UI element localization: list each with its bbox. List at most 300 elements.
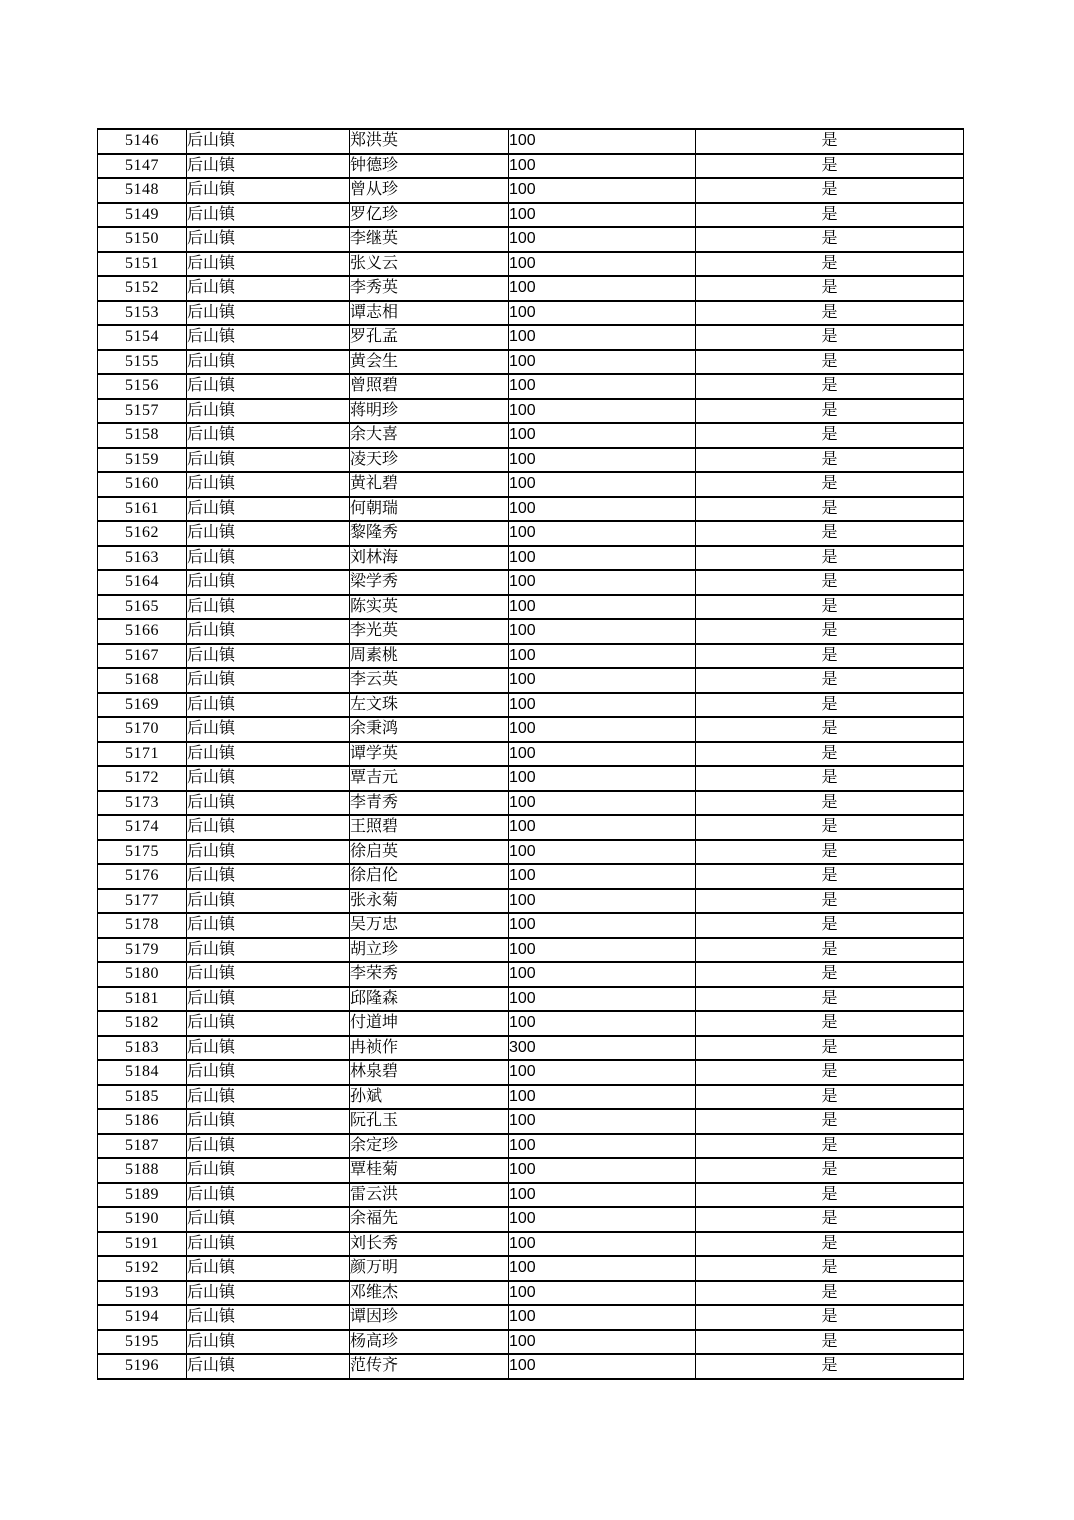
person-name-cell: 曾从珍 — [350, 178, 509, 203]
town-cell: 后山镇 — [187, 815, 350, 840]
town-cell: 后山镇 — [187, 766, 350, 791]
table-row — [98, 742, 964, 767]
confirmed-cell: 是 — [696, 1330, 964, 1355]
confirmed-cell: 是 — [696, 423, 964, 448]
table-row — [98, 1354, 964, 1379]
table-row — [98, 1305, 964, 1330]
confirmed-cell: 是 — [696, 1011, 964, 1036]
serial-number-cell: 5185 — [98, 1085, 187, 1110]
town-cell: 后山镇 — [187, 252, 350, 277]
person-name-cell: 张义云 — [350, 252, 509, 277]
amount-cell: 100 — [509, 423, 696, 448]
town-cell: 后山镇 — [187, 1207, 350, 1232]
town-cell: 后山镇 — [187, 570, 350, 595]
person-name-cell: 吴万忠 — [350, 913, 509, 938]
confirmed-cell: 是 — [696, 203, 964, 228]
table-row — [98, 1158, 964, 1183]
table-row — [98, 399, 964, 424]
table-row — [98, 301, 964, 326]
table-row — [98, 521, 964, 546]
table-row — [98, 129, 964, 154]
serial-number-cell: 5153 — [98, 301, 187, 326]
amount-cell: 100 — [509, 178, 696, 203]
confirmed-cell: 是 — [696, 570, 964, 595]
table-row — [98, 913, 964, 938]
serial-number-cell: 5193 — [98, 1281, 187, 1306]
table-row — [98, 962, 964, 987]
table-row — [98, 1060, 964, 1085]
table-row — [98, 766, 964, 791]
person-name-cell: 李继英 — [350, 227, 509, 252]
serial-number-cell: 5174 — [98, 815, 187, 840]
serial-number-cell: 5159 — [98, 448, 187, 473]
confirmed-cell: 是 — [696, 129, 964, 154]
person-name-cell: 曾照碧 — [350, 374, 509, 399]
serial-number-cell: 5157 — [98, 399, 187, 424]
serial-number-cell: 5165 — [98, 595, 187, 620]
table-row — [98, 203, 964, 228]
confirmed-cell: 是 — [696, 766, 964, 791]
town-cell: 后山镇 — [187, 840, 350, 865]
person-name-cell: 周素桃 — [350, 644, 509, 669]
confirmed-cell: 是 — [696, 840, 964, 865]
town-cell: 后山镇 — [187, 472, 350, 497]
town-cell: 后山镇 — [187, 644, 350, 669]
amount-cell: 100 — [509, 399, 696, 424]
amount-cell: 100 — [509, 227, 696, 252]
town-cell: 后山镇 — [187, 717, 350, 742]
town-cell: 后山镇 — [187, 1158, 350, 1183]
amount-cell: 100 — [509, 203, 696, 228]
amount-cell: 100 — [509, 717, 696, 742]
serial-number-cell: 5149 — [98, 203, 187, 228]
serial-number-cell: 5169 — [98, 693, 187, 718]
amount-cell: 100 — [509, 864, 696, 889]
amount-cell: 100 — [509, 1183, 696, 1208]
table-row — [98, 350, 964, 375]
amount-cell: 100 — [509, 546, 696, 571]
town-cell: 后山镇 — [187, 227, 350, 252]
table-row — [98, 595, 964, 620]
town-cell: 后山镇 — [187, 1183, 350, 1208]
person-name-cell: 谭因珍 — [350, 1305, 509, 1330]
serial-number-cell: 5173 — [98, 791, 187, 816]
table-row — [98, 276, 964, 301]
amount-cell: 100 — [509, 987, 696, 1012]
amount-cell: 100 — [509, 693, 696, 718]
confirmed-cell: 是 — [696, 227, 964, 252]
amount-cell: 100 — [509, 325, 696, 350]
town-cell: 后山镇 — [187, 350, 350, 375]
town-cell: 后山镇 — [187, 1305, 350, 1330]
person-name-cell: 黎隆秀 — [350, 521, 509, 546]
person-name-cell: 杨高珍 — [350, 1330, 509, 1355]
table-row — [98, 325, 964, 350]
person-name-cell: 雷云洪 — [350, 1183, 509, 1208]
amount-cell: 100 — [509, 766, 696, 791]
amount-cell: 100 — [509, 1060, 696, 1085]
person-name-cell: 邓维杰 — [350, 1281, 509, 1306]
town-cell: 后山镇 — [187, 1109, 350, 1134]
amount-cell: 100 — [509, 1305, 696, 1330]
table-body — [98, 129, 964, 1379]
person-name-cell: 覃桂菊 — [350, 1158, 509, 1183]
town-cell: 后山镇 — [187, 129, 350, 154]
confirmed-cell: 是 — [696, 325, 964, 350]
person-name-cell: 余秉鸿 — [350, 717, 509, 742]
confirmed-cell: 是 — [696, 913, 964, 938]
town-cell: 后山镇 — [187, 742, 350, 767]
person-name-cell: 范传齐 — [350, 1354, 509, 1379]
person-name-cell: 余大喜 — [350, 423, 509, 448]
confirmed-cell: 是 — [696, 595, 964, 620]
confirmed-cell: 是 — [696, 374, 964, 399]
town-cell: 后山镇 — [187, 1036, 350, 1061]
person-name-cell: 邱隆森 — [350, 987, 509, 1012]
person-name-cell: 谭志相 — [350, 301, 509, 326]
town-cell: 后山镇 — [187, 178, 350, 203]
serial-number-cell: 5164 — [98, 570, 187, 595]
person-name-cell: 胡立珍 — [350, 938, 509, 963]
table-row — [98, 1207, 964, 1232]
serial-number-cell: 5162 — [98, 521, 187, 546]
beneficiary-table — [97, 128, 964, 1380]
person-name-cell: 何朝瑞 — [350, 497, 509, 522]
amount-cell: 100 — [509, 644, 696, 669]
person-name-cell: 李光英 — [350, 619, 509, 644]
confirmed-cell: 是 — [696, 644, 964, 669]
serial-number-cell: 5183 — [98, 1036, 187, 1061]
table-row — [98, 1232, 964, 1257]
person-name-cell: 阮孔玉 — [350, 1109, 509, 1134]
confirmed-cell: 是 — [696, 1354, 964, 1379]
confirmed-cell: 是 — [696, 668, 964, 693]
serial-number-cell: 5177 — [98, 889, 187, 914]
confirmed-cell: 是 — [696, 350, 964, 375]
confirmed-cell: 是 — [696, 889, 964, 914]
town-cell: 后山镇 — [187, 791, 350, 816]
table-row — [98, 619, 964, 644]
confirmed-cell: 是 — [696, 938, 964, 963]
table-row — [98, 423, 964, 448]
serial-number-cell: 5189 — [98, 1183, 187, 1208]
confirmed-cell: 是 — [696, 1085, 964, 1110]
table-row — [98, 252, 964, 277]
amount-cell: 300 — [509, 1036, 696, 1061]
table-row — [98, 840, 964, 865]
serial-number-cell: 5167 — [98, 644, 187, 669]
serial-number-cell: 5151 — [98, 252, 187, 277]
confirmed-cell: 是 — [696, 301, 964, 326]
serial-number-cell: 5170 — [98, 717, 187, 742]
confirmed-cell: 是 — [696, 497, 964, 522]
town-cell: 后山镇 — [187, 203, 350, 228]
town-cell: 后山镇 — [187, 374, 350, 399]
person-name-cell: 李秀英 — [350, 276, 509, 301]
table-row — [98, 815, 964, 840]
amount-cell: 100 — [509, 742, 696, 767]
town-cell: 后山镇 — [187, 399, 350, 424]
confirmed-cell: 是 — [696, 472, 964, 497]
serial-number-cell: 5155 — [98, 350, 187, 375]
amount-cell: 100 — [509, 252, 696, 277]
amount-cell: 100 — [509, 154, 696, 179]
person-name-cell: 李青秀 — [350, 791, 509, 816]
serial-number-cell: 5150 — [98, 227, 187, 252]
amount-cell: 100 — [509, 1354, 696, 1379]
table-row — [98, 938, 964, 963]
confirmed-cell: 是 — [696, 1232, 964, 1257]
town-cell: 后山镇 — [187, 1060, 350, 1085]
amount-cell: 100 — [509, 1134, 696, 1159]
amount-cell: 100 — [509, 129, 696, 154]
serial-number-cell: 5163 — [98, 546, 187, 571]
table-row — [98, 1011, 964, 1036]
amount-cell: 100 — [509, 497, 696, 522]
town-cell: 后山镇 — [187, 1085, 350, 1110]
town-cell: 后山镇 — [187, 987, 350, 1012]
table-row — [98, 889, 964, 914]
person-name-cell: 左文珠 — [350, 693, 509, 718]
serial-number-cell: 5154 — [98, 325, 187, 350]
confirmed-cell: 是 — [696, 1158, 964, 1183]
table-row — [98, 570, 964, 595]
town-cell: 后山镇 — [187, 1256, 350, 1281]
serial-number-cell: 5156 — [98, 374, 187, 399]
table-row — [98, 1085, 964, 1110]
amount-cell: 100 — [509, 913, 696, 938]
serial-number-cell: 5194 — [98, 1305, 187, 1330]
serial-number-cell: 5161 — [98, 497, 187, 522]
table-row — [98, 1256, 964, 1281]
person-name-cell: 孙斌 — [350, 1085, 509, 1110]
amount-cell: 100 — [509, 570, 696, 595]
amount-cell: 100 — [509, 350, 696, 375]
table-row — [98, 1330, 964, 1355]
amount-cell: 100 — [509, 1281, 696, 1306]
amount-cell: 100 — [509, 840, 696, 865]
town-cell: 后山镇 — [187, 1011, 350, 1036]
serial-number-cell: 5175 — [98, 840, 187, 865]
amount-cell: 100 — [509, 1207, 696, 1232]
table-row — [98, 717, 964, 742]
town-cell: 后山镇 — [187, 301, 350, 326]
amount-cell: 100 — [509, 448, 696, 473]
serial-number-cell: 5168 — [98, 668, 187, 693]
serial-number-cell: 5166 — [98, 619, 187, 644]
person-name-cell: 钟德珍 — [350, 154, 509, 179]
town-cell: 后山镇 — [187, 962, 350, 987]
amount-cell: 100 — [509, 301, 696, 326]
town-cell: 后山镇 — [187, 448, 350, 473]
person-name-cell: 陈实英 — [350, 595, 509, 620]
confirmed-cell: 是 — [696, 1305, 964, 1330]
amount-cell: 100 — [509, 521, 696, 546]
table-row — [98, 864, 964, 889]
confirmed-cell: 是 — [696, 448, 964, 473]
town-cell: 后山镇 — [187, 595, 350, 620]
confirmed-cell: 是 — [696, 1036, 964, 1061]
serial-number-cell: 5196 — [98, 1354, 187, 1379]
person-name-cell: 余定珍 — [350, 1134, 509, 1159]
person-name-cell: 李荣秀 — [350, 962, 509, 987]
person-name-cell: 黄会生 — [350, 350, 509, 375]
confirmed-cell: 是 — [696, 864, 964, 889]
person-name-cell: 郑洪英 — [350, 129, 509, 154]
amount-cell: 100 — [509, 374, 696, 399]
person-name-cell: 凌天珍 — [350, 448, 509, 473]
serial-number-cell: 5152 — [98, 276, 187, 301]
person-name-cell: 覃吉元 — [350, 766, 509, 791]
amount-cell: 100 — [509, 619, 696, 644]
confirmed-cell: 是 — [696, 178, 964, 203]
person-name-cell: 张永菊 — [350, 889, 509, 914]
table-row — [98, 791, 964, 816]
confirmed-cell: 是 — [696, 987, 964, 1012]
serial-number-cell: 5191 — [98, 1232, 187, 1257]
person-name-cell: 付道坤 — [350, 1011, 509, 1036]
serial-number-cell: 5160 — [98, 472, 187, 497]
person-name-cell: 罗亿珍 — [350, 203, 509, 228]
confirmed-cell: 是 — [696, 252, 964, 277]
table-row — [98, 227, 964, 252]
confirmed-cell: 是 — [696, 1207, 964, 1232]
serial-number-cell: 5192 — [98, 1256, 187, 1281]
confirmed-cell: 是 — [696, 1109, 964, 1134]
table-row — [98, 693, 964, 718]
person-name-cell: 余福先 — [350, 1207, 509, 1232]
amount-cell: 100 — [509, 1011, 696, 1036]
amount-cell: 100 — [509, 1256, 696, 1281]
town-cell: 后山镇 — [187, 325, 350, 350]
confirmed-cell: 是 — [696, 1256, 964, 1281]
town-cell: 后山镇 — [187, 521, 350, 546]
serial-number-cell: 5180 — [98, 962, 187, 987]
serial-number-cell: 5147 — [98, 154, 187, 179]
serial-number-cell: 5171 — [98, 742, 187, 767]
serial-number-cell: 5195 — [98, 1330, 187, 1355]
confirmed-cell: 是 — [696, 154, 964, 179]
town-cell: 后山镇 — [187, 889, 350, 914]
table-row — [98, 374, 964, 399]
amount-cell: 100 — [509, 276, 696, 301]
table-row — [98, 1134, 964, 1159]
person-name-cell: 王照碧 — [350, 815, 509, 840]
confirmed-cell: 是 — [696, 815, 964, 840]
amount-cell: 100 — [509, 595, 696, 620]
town-cell: 后山镇 — [187, 1330, 350, 1355]
person-name-cell: 徐启伦 — [350, 864, 509, 889]
person-name-cell: 林泉碧 — [350, 1060, 509, 1085]
town-cell: 后山镇 — [187, 154, 350, 179]
person-name-cell: 冉祯作 — [350, 1036, 509, 1061]
amount-cell: 100 — [509, 1330, 696, 1355]
town-cell: 后山镇 — [187, 619, 350, 644]
serial-number-cell: 5181 — [98, 987, 187, 1012]
confirmed-cell: 是 — [696, 1060, 964, 1085]
town-cell: 后山镇 — [187, 1232, 350, 1257]
amount-cell: 100 — [509, 668, 696, 693]
serial-number-cell: 5158 — [98, 423, 187, 448]
town-cell: 后山镇 — [187, 1281, 350, 1306]
town-cell: 后山镇 — [187, 913, 350, 938]
confirmed-cell: 是 — [696, 521, 964, 546]
serial-number-cell: 5186 — [98, 1109, 187, 1134]
serial-number-cell: 5172 — [98, 766, 187, 791]
serial-number-cell: 5184 — [98, 1060, 187, 1085]
confirmed-cell: 是 — [696, 276, 964, 301]
serial-number-cell: 5182 — [98, 1011, 187, 1036]
serial-number-cell: 5187 — [98, 1134, 187, 1159]
table-row — [98, 1036, 964, 1061]
serial-number-cell: 5146 — [98, 129, 187, 154]
person-name-cell: 黄礼碧 — [350, 472, 509, 497]
town-cell: 后山镇 — [187, 693, 350, 718]
table-row — [98, 154, 964, 179]
serial-number-cell: 5178 — [98, 913, 187, 938]
town-cell: 后山镇 — [187, 864, 350, 889]
person-name-cell: 徐启英 — [350, 840, 509, 865]
confirmed-cell: 是 — [696, 1134, 964, 1159]
table-row — [98, 1183, 964, 1208]
serial-number-cell: 5148 — [98, 178, 187, 203]
serial-number-cell: 5176 — [98, 864, 187, 889]
serial-number-cell: 5190 — [98, 1207, 187, 1232]
person-name-cell: 蒋明珍 — [350, 399, 509, 424]
town-cell: 后山镇 — [187, 546, 350, 571]
amount-cell: 100 — [509, 1085, 696, 1110]
person-name-cell: 罗孔孟 — [350, 325, 509, 350]
table-row — [98, 1281, 964, 1306]
table-row — [98, 472, 964, 497]
person-name-cell: 刘长秀 — [350, 1232, 509, 1257]
table-row — [98, 448, 964, 473]
town-cell: 后山镇 — [187, 1134, 350, 1159]
amount-cell: 100 — [509, 815, 696, 840]
person-name-cell: 颜万明 — [350, 1256, 509, 1281]
table-row — [98, 668, 964, 693]
amount-cell: 100 — [509, 1158, 696, 1183]
confirmed-cell: 是 — [696, 1281, 964, 1306]
table-row — [98, 644, 964, 669]
confirmed-cell: 是 — [696, 1183, 964, 1208]
serial-number-cell: 5179 — [98, 938, 187, 963]
person-name-cell: 刘林海 — [350, 546, 509, 571]
town-cell: 后山镇 — [187, 497, 350, 522]
confirmed-cell: 是 — [696, 962, 964, 987]
confirmed-cell: 是 — [696, 619, 964, 644]
town-cell: 后山镇 — [187, 423, 350, 448]
table-row — [98, 178, 964, 203]
person-name-cell: 李云英 — [350, 668, 509, 693]
amount-cell: 100 — [509, 1109, 696, 1134]
amount-cell: 100 — [509, 889, 696, 914]
town-cell: 后山镇 — [187, 668, 350, 693]
amount-cell: 100 — [509, 791, 696, 816]
table-row — [98, 546, 964, 571]
serial-number-cell: 5188 — [98, 1158, 187, 1183]
confirmed-cell: 是 — [696, 717, 964, 742]
table-row — [98, 497, 964, 522]
town-cell: 后山镇 — [187, 1354, 350, 1379]
confirmed-cell: 是 — [696, 546, 964, 571]
town-cell: 后山镇 — [187, 938, 350, 963]
amount-cell: 100 — [509, 1232, 696, 1257]
person-name-cell: 梁学秀 — [350, 570, 509, 595]
person-name-cell: 谭学英 — [350, 742, 509, 767]
amount-cell: 100 — [509, 938, 696, 963]
amount-cell: 100 — [509, 962, 696, 987]
